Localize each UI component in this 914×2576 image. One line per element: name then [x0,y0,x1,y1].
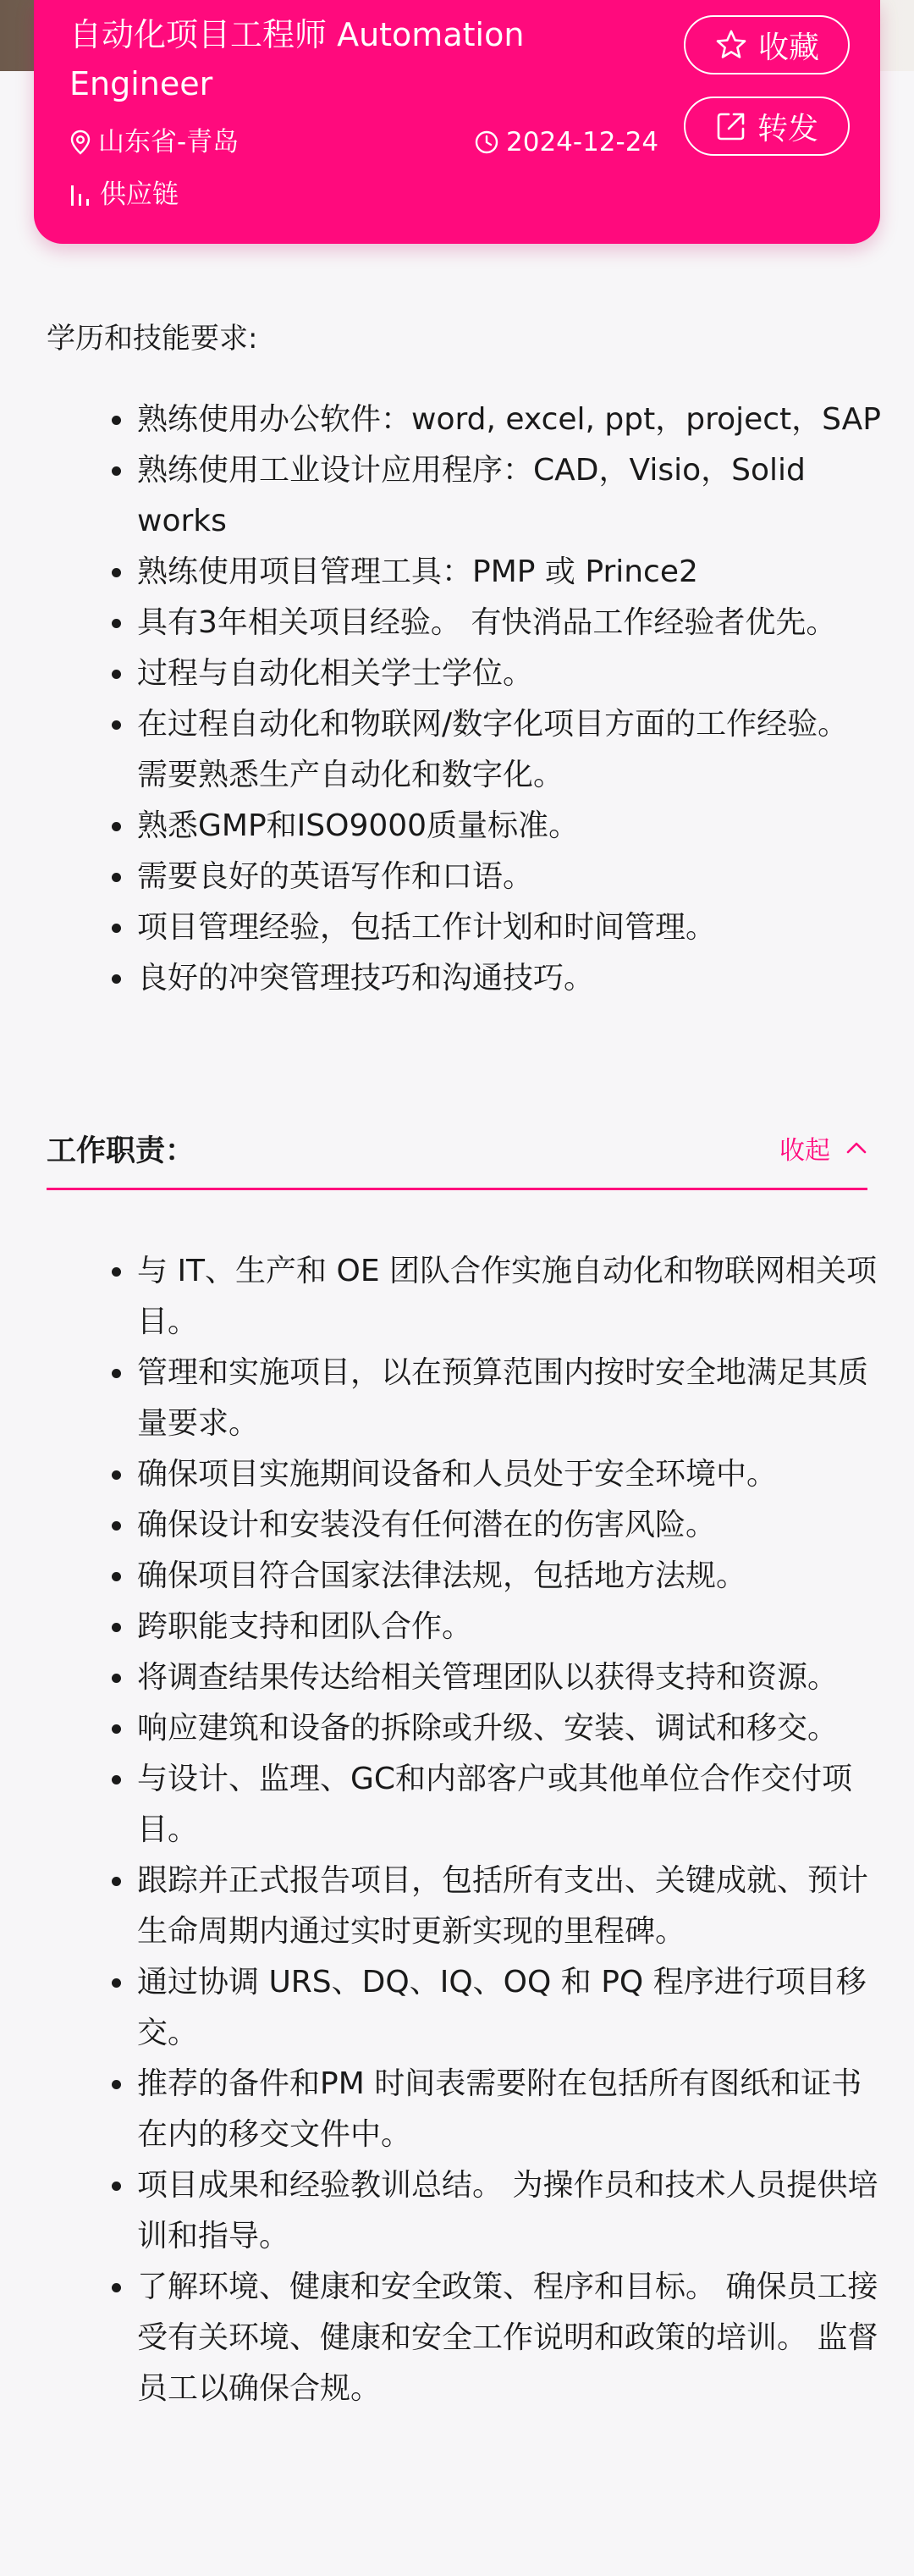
requirement-item: 熟练使用项目管理工具：PMP 或 Prince2 [137,547,882,598]
job-date [474,125,658,159]
star-icon [714,28,748,62]
favorite-button-label: 收藏 [757,30,819,65]
job-location-text: 山东省-青岛 [98,127,240,157]
requirement-item: 熟悉GMP和ISO9000质量标准。 [137,801,882,852]
job-category [69,178,179,212]
duty-item: 确保项目实施期间设备和人员处于安全环境中。 [137,1449,882,1500]
requirements-list [137,394,882,1004]
share-icon [715,110,747,142]
duty-item: 跨职能支持和团队合作。 [137,1602,882,1652]
job-title: 自动化项目工程师 Automation Engineer [69,16,525,102]
job-location [69,125,239,159]
duty-item: 跟踪并正式报告项目，包括所有支出、关键成就、预计生命周期内通过实时更新实现的里程碑。 [137,1856,882,1957]
job-summary-card [34,0,880,244]
duty-item: 项目成果和经验教训总结。 为操作员和技术人员提供培训和指导。 [137,2160,882,2262]
requirement-item: 良好的冲突管理技巧和沟通技巧。 [137,953,882,1004]
requirement-item: 具有3年相关项目经验。 有快消品工作经验者优先。 [137,598,882,648]
clock-icon [474,130,499,155]
requirement-item: 项目管理经验，包括工作计划和时间管理。 [137,902,882,953]
requirement-item: 在过程自动化和物联网/数字化项目方面的工作经验。 需要熟悉生产自动化和数字化。 [137,699,882,801]
duty-item: 与 IT、生产和 OE 团队合作实施自动化和物联网相关项目。 [137,1246,882,1348]
requirement-item: 需要良好的英语写作和口语。 [137,852,882,902]
requirements-heading: 学历和技能要求: [47,322,258,356]
duty-item: 响应建筑和设备的拆除或升级、安装、调试和移交。 [137,1703,882,1754]
chevron-up-icon [845,1140,867,1156]
duty-item: 确保项目符合国家法律法规，包括地方法规。 [137,1551,882,1602]
duty-item: 通过协调 URS、DQ、IQ、OQ 和 PQ 程序进行项目移交。 [137,1957,882,2059]
favorite-button[interactable] [684,15,850,74]
share-button-label: 转发 [757,111,818,146]
duty-item: 将调查结果传达给相关管理团队以获得支持和资源。 [137,1652,882,1703]
requirement-item: 熟练使用工业设计应用程序：CAD，Visio，Solid works [137,445,882,547]
collapse-button[interactable] [779,1129,867,1167]
duty-item: 推荐的备件和PM 时间表需要附在包括所有图纸和证书在内的移交文件中。 [137,2059,882,2160]
duty-item: 与设计、监理、GC和内部客户或其他单位合作交付项目。 [137,1754,882,1856]
duties-list [137,1246,882,2414]
duties-heading: 工作职责： [47,1134,195,1168]
duty-item: 管理和实施项目，以在预算范围内按时安全地满足其质量要求。 [137,1348,882,1449]
location-pin-icon [69,130,91,155]
job-category-text: 供应链 [100,179,179,210]
duty-item: 确保设计和安装没有任何潜在的伤害风险。 [137,1500,882,1551]
job-date-text: 2024-12-24 [506,127,659,157]
bar-chart-icon [69,182,93,207]
duties-section-header [47,1119,867,1190]
duty-item: 了解环境、健康和安全政策、程序和目标。 确保员工接受有关环境、健康和安全工作说明和政策的培训。 监督员工以确保合规。 [137,2262,882,2414]
requirement-item: 熟练使用办公软件：word, excel, ppt，project，SAP [137,394,882,445]
share-button[interactable] [684,97,850,156]
collapse-button-label: 收起 [779,1136,830,1166]
requirement-item: 过程与自动化相关学士学位。 [137,648,882,699]
